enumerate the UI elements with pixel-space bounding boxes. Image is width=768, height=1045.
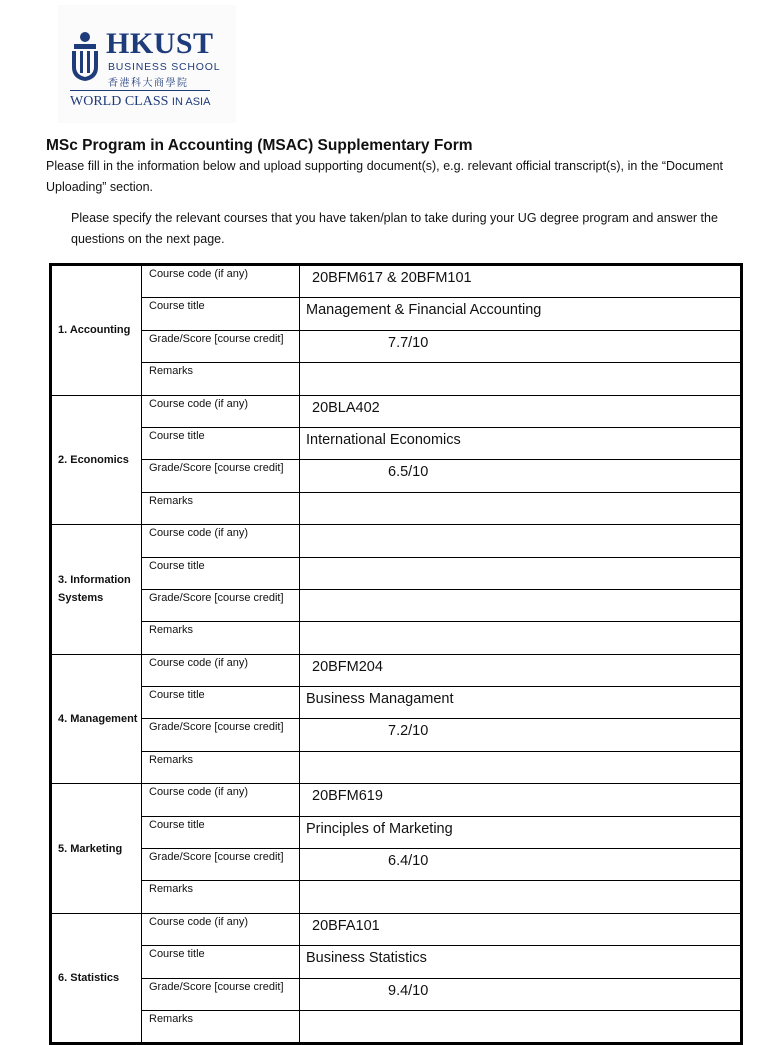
field-value-course-code[interactable]: 20BFM204 [300,654,742,686]
table-row [51,622,742,654]
logo-tagline [70,94,210,110]
field-label: Grade/Score [course credit] [142,978,300,1010]
form-title: MSc Program in Accounting (MSAC) Supplementary Form [46,137,473,154]
field-value-grade[interactable]: 7.7/10 [300,330,742,362]
table-row [51,1010,742,1043]
field-value-course-title[interactable]: Principles of Marketing [300,816,742,848]
table-row [51,687,742,719]
section-label: 5. Marketing [51,784,142,914]
logo-chinese-name: 香港科大商學院 [108,78,189,89]
table-row [51,298,742,330]
table-row [51,395,742,427]
field-value-course-title[interactable]: International Economics [300,427,742,459]
section-label: 1. Accounting [51,265,142,396]
hkust-logo [58,5,236,123]
field-label: Remarks [142,363,300,395]
table-row [51,265,742,298]
table-row [51,946,742,978]
table-row [51,427,742,459]
table-row [51,654,742,686]
field-label: Remarks [142,751,300,783]
field-value-remarks[interactable] [300,622,742,654]
field-value-course-code[interactable]: 20BLA402 [300,395,742,427]
field-value-remarks[interactable] [300,881,742,913]
field-value-course-title[interactable]: Business Managament [300,687,742,719]
field-value-course-title[interactable] [300,557,742,589]
logo-tagline-sub: IN ASIA [171,96,211,108]
table-row [51,492,742,524]
table-row [51,589,742,621]
logo-school: BUSINESS SCHOOL [108,61,221,73]
table-row [51,816,742,848]
table-row [51,460,742,492]
course-table [49,263,743,1045]
field-label: Grade/Score [course credit] [142,589,300,621]
field-label: Course title [142,687,300,719]
field-label: Grade/Score [course credit] [142,849,300,881]
hkust-emblem-icon [70,31,100,83]
logo-wordmark: HKUST [106,27,214,60]
field-value-remarks[interactable] [300,363,742,395]
section-label: 4. Management [51,654,142,784]
field-label: Course title [142,816,300,848]
field-value-remarks[interactable] [300,492,742,524]
table-row [51,978,742,1010]
section-label: 2. Economics [51,395,142,525]
field-value-grade[interactable]: 9.4/10 [300,978,742,1010]
field-label: Remarks [142,492,300,524]
field-label: Course title [142,557,300,589]
field-value-course-code[interactable]: 20BFM617 & 20BFM101 [300,265,742,298]
field-value-remarks[interactable] [300,751,742,783]
field-label: Remarks [142,1010,300,1043]
field-label: Course code (if any) [142,265,300,298]
table-row [51,751,742,783]
table-row [51,330,742,362]
field-label: Course title [142,298,300,330]
form-intro: Please fill in the information below and upload supporting document(s), e.g. relevant official transcript(s), in the “Document Uploading” section. [46,159,723,194]
field-label: Grade/Score [course credit] [142,330,300,362]
field-label: Course code (if any) [142,654,300,686]
field-label: Course title [142,946,300,978]
field-label: Grade/Score [course credit] [142,460,300,492]
field-value-course-title[interactable]: Management & Financial Accounting [300,298,742,330]
field-value-remarks[interactable] [300,1010,742,1043]
field-value-course-title[interactable]: Business Statistics [300,946,742,978]
field-value-grade[interactable]: 6.5/10 [300,460,742,492]
table-row [51,913,742,945]
field-value-course-code[interactable]: 20BFA101 [300,913,742,945]
field-label: Course code (if any) [142,525,300,557]
field-label: Remarks [142,622,300,654]
table-row [51,557,742,589]
logo-tagline-main: WORLD CLASS [70,94,169,109]
logo-divider [70,90,210,91]
table-row [51,525,742,557]
table-row [51,881,742,913]
form-instruction: Please specify the relevant courses that you have taken/plan to take during your UG degree program and answer the questions on the next page. [71,211,718,246]
field-label: Course code (if any) [142,784,300,816]
field-label: Course title [142,427,300,459]
field-label: Course code (if any) [142,913,300,945]
field-value-grade[interactable] [300,589,742,621]
field-value-course-code[interactable]: 20BFM619 [300,784,742,816]
table-row [51,849,742,881]
field-value-grade[interactable]: 6.4/10 [300,849,742,881]
section-label: 6. Statistics [51,913,142,1044]
field-value-grade[interactable]: 7.2/10 [300,719,742,751]
field-value-course-code[interactable] [300,525,742,557]
field-label: Course code (if any) [142,395,300,427]
section-label: 3. Information Systems [51,525,142,655]
table-row [51,784,742,816]
table-row [51,363,742,395]
field-label: Remarks [142,881,300,913]
field-label: Grade/Score [course credit] [142,719,300,751]
table-row [51,719,742,751]
